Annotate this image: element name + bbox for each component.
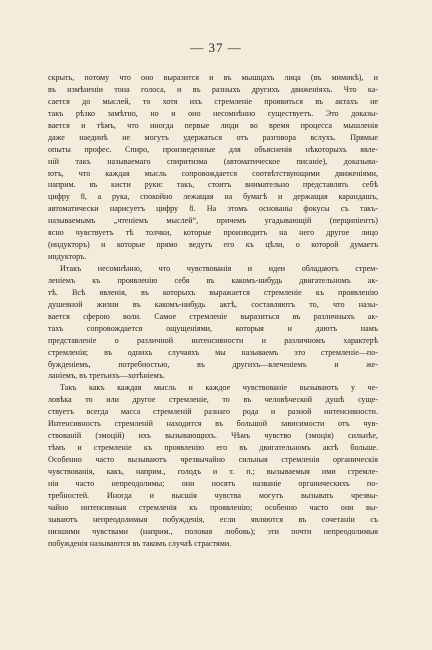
text-line: автоматически нарисуетъ цифру 8. На этомъ основаны фокусы съ такъ- xyxy=(48,204,378,214)
text-line: ловѣка то или другое стремленіе, то въ человѣческой душѣ суще- xyxy=(48,395,378,405)
text-line: ясно чувствуетъ тѣ толчки, которые производитъ на него другое лицо xyxy=(48,228,378,238)
text-line: называемымъ „чтеніемъ мыслей“, причемъ угадывающій (перципіентъ) xyxy=(48,216,378,226)
text-line: въ измѣненіи тона голоса, и въ разныхъ другихъ движеніяхъ. Что ка- xyxy=(48,84,378,94)
text-line: представленіе о различной интенсивности и различномъ характерѣ xyxy=(48,335,378,345)
text-line: ютъ, что каждая мысль сопровождается соотвѣтствующими движеніями, xyxy=(48,168,378,178)
text-line: Такъ какъ каждая мысль и каждое чувствованіе вызываютъ у че- xyxy=(60,383,378,393)
text-line: ствованій (эмоцій) ихъ вызывающихъ. Чѣмъ чувство (эмоція) сильнѣе, xyxy=(48,431,378,441)
text-line: зываютъ непреодолимыя побужденія, если являются въ сочетаніи съ xyxy=(48,514,378,524)
text-line: опыты профес. Спиро, произведенные для объясненія нѣкоторыхъ явле- xyxy=(48,144,378,154)
text-line: стремленія; въ однихъ случаяхъ мы называемъ это стремленіе—по- xyxy=(48,347,378,357)
page-number: — 37 — xyxy=(190,40,242,55)
text-line: вается и тѣмъ, что иногда первые люди во время процесса мышленія xyxy=(48,120,378,130)
text-line: Итакъ несомнѣнно, что чувствованія и идеи обладаютъ стрем- xyxy=(60,264,378,273)
text-line: побужденія называются въ такомъ случаѣ страстями. xyxy=(48,538,232,548)
body-text xyxy=(48,72,378,550)
text-line: такъ рѣзко замѣтно, но и оно несомнѣнно существуетъ. Это доказы- xyxy=(48,108,378,118)
text-line: ствуетъ всегда масса стремленій разнаго рода и разной интенсивности. xyxy=(48,407,378,417)
text-line: ній такъ называемаго спиритизма (автоматическое писаніе), доказыва- xyxy=(48,156,378,166)
text-line: чайно интенсивныя стремленія къ проявленію; особенно часто они вы- xyxy=(48,502,378,512)
text-line: сается до мыслей, то хотя ихъ стремленіе проявиться въ актахъ не xyxy=(48,96,378,106)
text-line: нія часто непреодолимы; они носятъ названіе органическихъ по- xyxy=(48,478,378,488)
text-line: индукторъ. xyxy=(48,252,87,262)
text-line: Особенно часто вызываютъ чрезвычайно сильныя стремленія органическія xyxy=(48,455,378,464)
text-line: даже наединѣ не могутъ удержаться отъ разговора вслухъ. Прямые xyxy=(48,132,378,142)
text-line: цифру 8, а рука, спокойно лежащая на бумагѣ и держащая карандашъ, xyxy=(48,192,378,202)
text-line: леніемъ къ проявленію себя въ какомъ-нибудь двигательномъ ак- xyxy=(48,275,378,285)
text-line: чувствованія, какъ, наприм., голодъ и т. п.; вызываемыя ими стремле- xyxy=(48,466,378,476)
text-line: душевной жизни въ какомъ-нибудь актѣ, составляютъ то, что назы- xyxy=(48,299,378,309)
text-line: вается сферою воли. Самое стремленіе выразиться въ различныхъ ак- xyxy=(48,311,378,321)
text-line: тахъ сопровождается ощущеніями, которыя и даютъ намъ xyxy=(48,323,378,333)
text-line: Интенсивность стремленій находится въ большой зависимости отъ чув- xyxy=(48,419,378,429)
text-line: низшими чувствами (наприм., половая любовь); эти почти непреодолимыя xyxy=(48,526,378,536)
text-line: наприм. въ кисти руки: такъ, стоитъ внимательно представлять себѣ xyxy=(48,180,378,190)
text-line: тѣмъ и стремленіе къ проявленію его въ двигательномъ актѣ больше. xyxy=(48,443,378,453)
text-line: скрыть, потому что оно выразится и въ мышцахъ лица (въ мимикѣ), и xyxy=(48,73,378,82)
text-line: (индукторъ) и которые прямо ведутъ его къ цѣли, о которой думаетъ xyxy=(48,240,378,250)
text-line: тѣ. Всѣ явленія, въ которыхъ выражается стремленіе къ проявленію xyxy=(48,287,378,297)
text-line: требностей. Иногда и высшія чувства могутъ вызывать чрезвы- xyxy=(48,490,378,500)
text-line: бужденіемъ, потребностью, въ другихъ—влеченіемъ и же- xyxy=(48,359,378,369)
text-line: ланіемъ, въ третьихъ—хотѣніемъ. xyxy=(48,371,165,381)
